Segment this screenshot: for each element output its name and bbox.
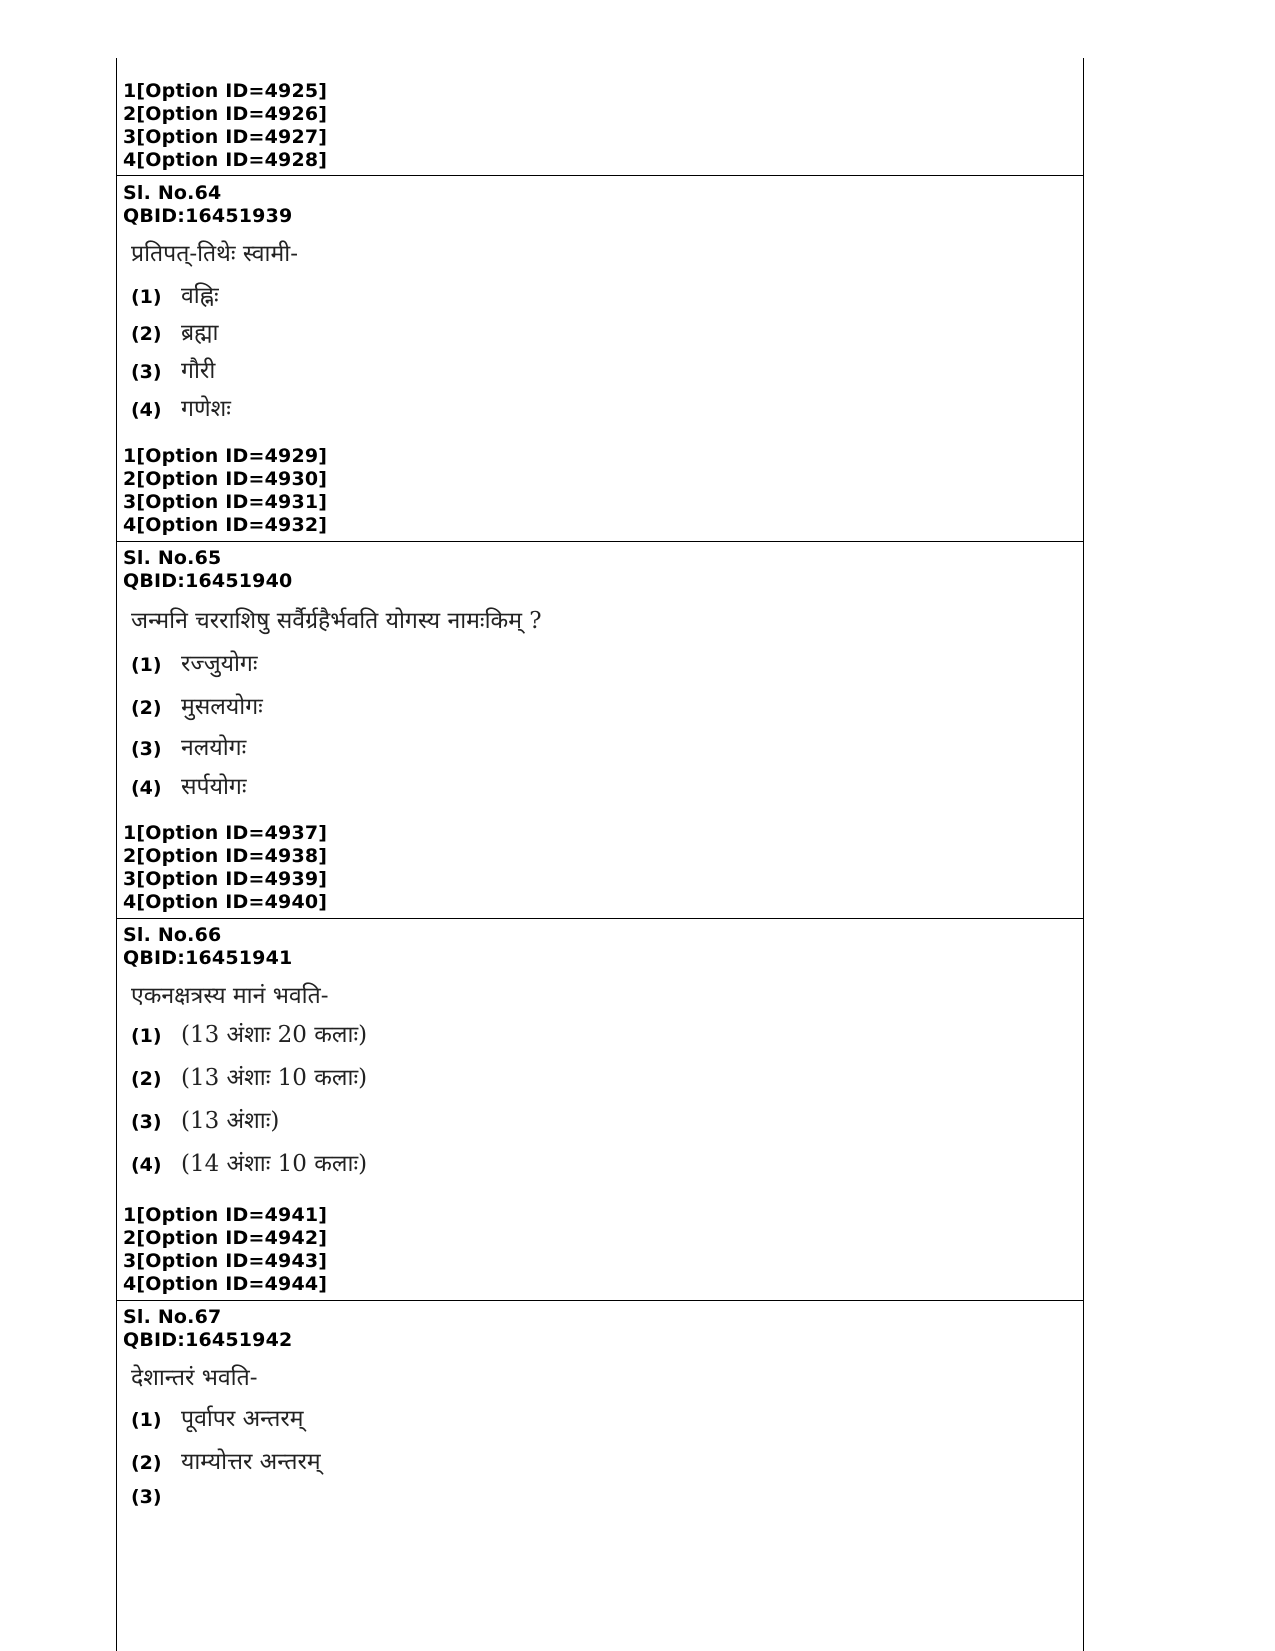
- option-text: (13 अंशाः 20 कलाः): [181, 1022, 368, 1048]
- option-number: (4): [131, 777, 162, 799]
- option-number: (1): [131, 1409, 162, 1431]
- option-text: (14 अंशाः 10 कलाः): [181, 1151, 368, 1177]
- option-id: 2[Option ID=4930]: [123, 468, 328, 490]
- option-text: गणेशः: [181, 396, 231, 422]
- option-number: (2): [131, 1452, 162, 1474]
- option-item: [131, 1060, 367, 1092]
- qbid: QBID:16451939: [123, 205, 293, 227]
- row-divider: [116, 1300, 1084, 1301]
- question-text: देशान्तरं भवति-: [131, 1365, 258, 1391]
- option-number: (4): [131, 399, 162, 421]
- option-id: 2[Option ID=4942]: [123, 1227, 328, 1249]
- option-id-list: [116, 822, 1084, 914]
- option-number: (2): [131, 323, 162, 345]
- question-text: एकनक्षत्रस्य मानं भवति-: [131, 983, 329, 1009]
- option-number: (1): [131, 1025, 162, 1047]
- option-id-list: [116, 80, 1084, 172]
- option-item: [131, 1444, 321, 1476]
- row-divider: [116, 175, 1084, 176]
- option-item: [131, 315, 219, 347]
- option-item: [131, 689, 263, 721]
- option-number: (1): [131, 286, 162, 308]
- option-id: 1[Option ID=4929]: [123, 445, 328, 467]
- serial-number: Sl. No.64: [123, 182, 222, 204]
- option-item: [131, 1103, 279, 1135]
- option-id: 4[Option ID=4932]: [123, 514, 328, 536]
- qbid: QBID:16451942: [123, 1329, 293, 1351]
- option-text: सर्पयोगः: [181, 774, 247, 800]
- option-item: [131, 646, 258, 678]
- option-id: 3[Option ID=4931]: [123, 491, 328, 513]
- qbid: QBID:16451941: [123, 947, 293, 969]
- qbid: QBID:16451940: [123, 570, 293, 592]
- option-item: [131, 1401, 304, 1433]
- row-divider: [116, 918, 1084, 919]
- serial-number: Sl. No.65: [123, 547, 222, 569]
- option-item: [131, 769, 247, 801]
- question-header: [116, 1306, 1084, 1352]
- option-item: [131, 1146, 367, 1178]
- row-divider: [116, 541, 1084, 542]
- option-text: पूर्वापर अन्तरम्: [181, 1406, 304, 1432]
- option-text: नलयोगः: [181, 735, 247, 761]
- option-item: [131, 1017, 367, 1049]
- option-number: (2): [131, 697, 162, 719]
- question-header: [116, 547, 1084, 593]
- option-id: 2[Option ID=4926]: [123, 103, 328, 125]
- option-id: 4[Option ID=4940]: [123, 891, 328, 913]
- option-id: 3[Option ID=4939]: [123, 868, 328, 890]
- option-text: गौरी: [181, 358, 216, 384]
- option-number: (3): [131, 1486, 162, 1508]
- question-text: जन्मनि चरराशिषु सर्वैर्ग्रहैर्भवति योगस्य नामःकिम् ?: [131, 608, 542, 634]
- option-id: 4[Option ID=4928]: [123, 149, 328, 171]
- question-header: [116, 924, 1084, 970]
- option-item: [131, 278, 219, 310]
- option-id: 4[Option ID=4944]: [123, 1273, 328, 1295]
- option-number: (3): [131, 738, 162, 760]
- option-item: [131, 730, 246, 762]
- option-number: (1): [131, 654, 162, 676]
- option-id: 1[Option ID=4925]: [123, 80, 328, 102]
- option-text: ब्रह्मा: [181, 320, 219, 346]
- option-item: [131, 391, 231, 423]
- option-number: (4): [131, 1154, 162, 1176]
- option-item: [131, 353, 215, 385]
- option-item: [131, 1486, 181, 1508]
- option-text: वह्निः: [181, 283, 219, 309]
- option-id: 2[Option ID=4938]: [123, 845, 328, 867]
- option-id: 1[Option ID=4937]: [123, 822, 328, 844]
- option-text: रज्जुयोगः: [181, 651, 258, 677]
- option-number: (3): [131, 1111, 162, 1133]
- question-text: प्रतिपत्-तिथेः स्वामी-: [131, 241, 298, 267]
- option-id-list: [116, 1204, 1084, 1296]
- option-text: (13 अंशाः 10 कलाः): [181, 1065, 368, 1091]
- option-number: (3): [131, 361, 162, 383]
- option-number: (2): [131, 1068, 162, 1090]
- serial-number: Sl. No.66: [123, 924, 222, 946]
- serial-number: Sl. No.67: [123, 1306, 222, 1328]
- option-text: मुसलयोगः: [181, 694, 263, 720]
- option-id: 1[Option ID=4941]: [123, 1204, 328, 1226]
- question-header: [116, 182, 1084, 228]
- option-id-list: [116, 445, 1084, 537]
- option-text: याम्योत्तर अन्तरम्: [181, 1449, 321, 1475]
- option-text: (13 अंशाः): [181, 1108, 280, 1134]
- option-id: 3[Option ID=4943]: [123, 1250, 328, 1272]
- option-id: 3[Option ID=4927]: [123, 126, 328, 148]
